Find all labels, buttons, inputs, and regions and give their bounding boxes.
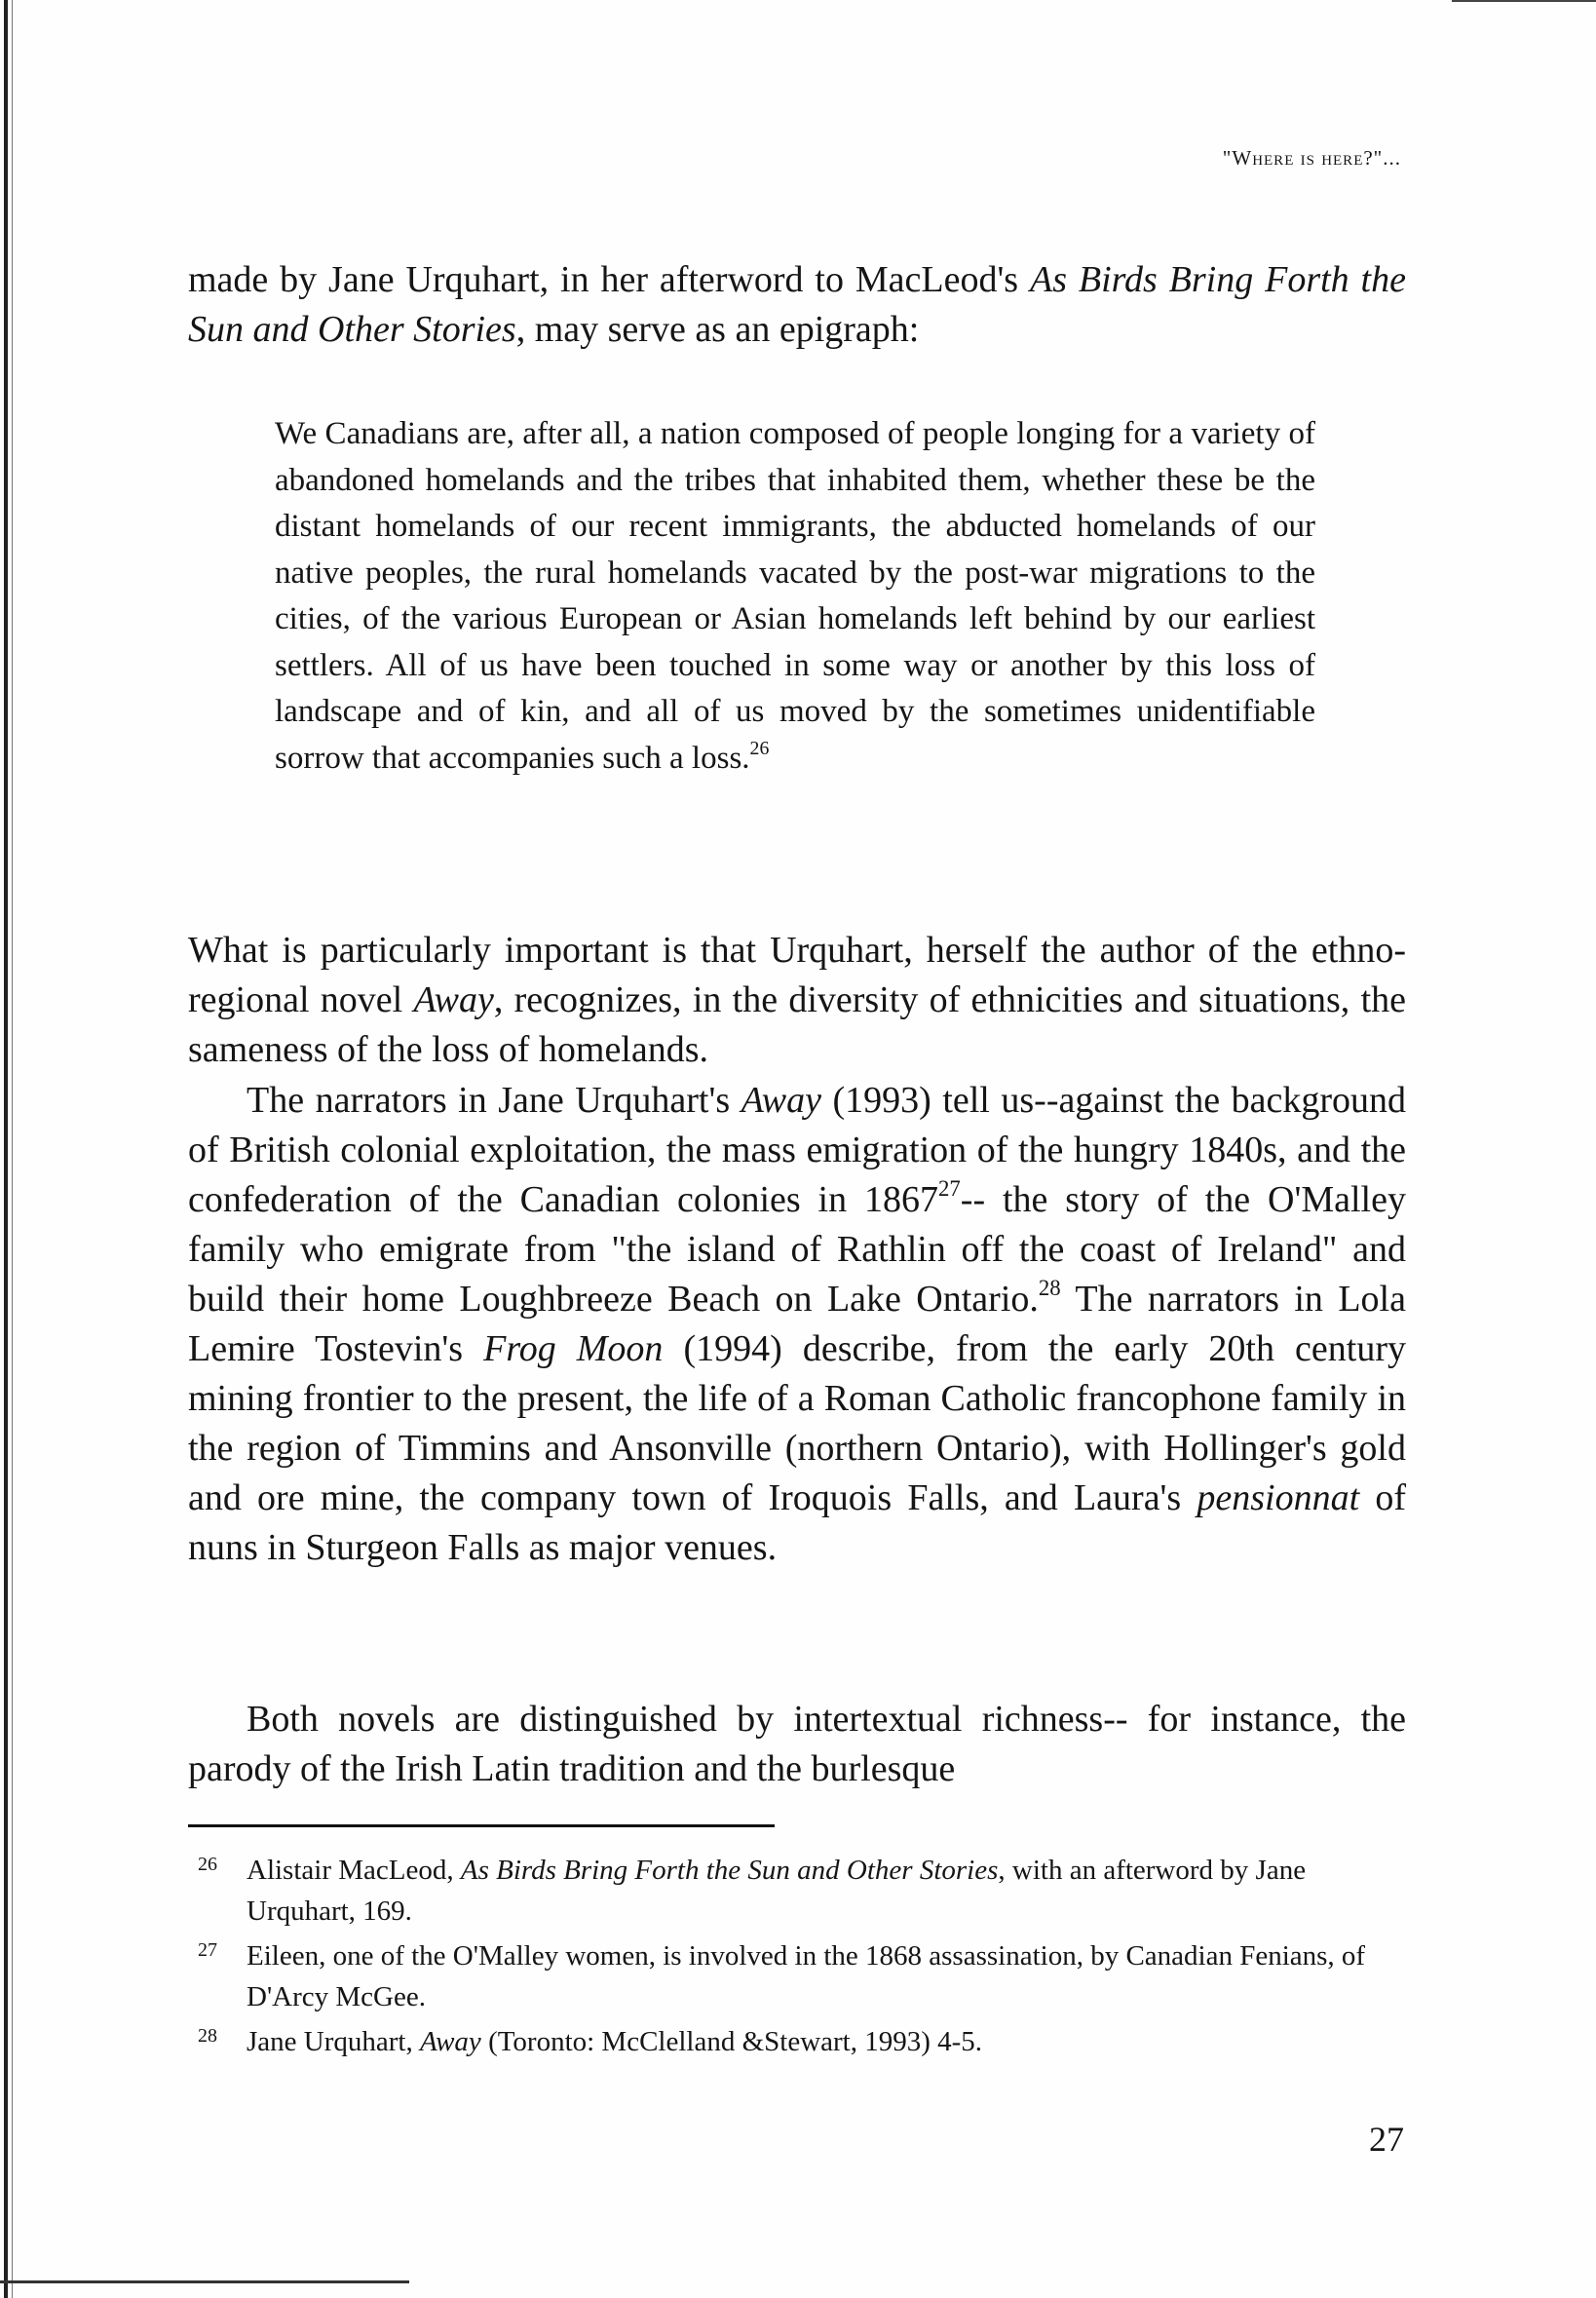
footnote-28	[198, 2021, 1406, 2062]
scan-edge-line	[12, 0, 13, 2298]
paragraph-text: The narrators in Lola Lemire Tostevin's	[188, 1279, 1406, 1369]
book-title: Away	[413, 979, 494, 1020]
page-number: 27	[1369, 2120, 1404, 2159]
paragraph-text: of nuns in Sturgeon Falls as major venues.	[188, 1477, 1406, 1568]
footnote-text: Jane Urquhart,	[247, 2026, 420, 2057]
book-title: Away	[741, 1080, 821, 1121]
paragraph-text: What is particularly important is that Urquhart, herself the author of the ethno-regional novel	[188, 930, 1406, 1020]
footnote-text: Alistair MacLeod,	[247, 1855, 461, 1886]
footnote-26	[198, 1850, 1406, 1932]
footnote-ref-26: 26	[749, 737, 770, 759]
footnote-rule	[188, 1824, 775, 1827]
footnote-text: , with an afterword by Jane Urquhart, 169.	[247, 1855, 1307, 1927]
paragraph-narrators	[188, 1076, 1406, 1573]
book-title: As Birds Bring Forth the Sun and Other Stories	[188, 259, 1406, 350]
paragraph-text: -- the story of the O'Malley family who emigrate from "the island of Rathlin off the coast of Ireland" and build their home Loughbreeze Beach on Lake Ontario.	[188, 1179, 1406, 1320]
footnote-27	[198, 1935, 1406, 2017]
book-title: Away	[419, 2026, 481, 2057]
footnotes	[198, 1850, 1406, 2066]
scan-edge-bottom	[0, 2280, 409, 2283]
footnote-ref-27: 27	[938, 1176, 961, 1202]
paragraph-text: (1993) tell us--against the background of British colonial exploitation, the mass emigration of the hungry 1840s, and the confederation of the Canadian colonies in 1867	[188, 1080, 1406, 1220]
block-quote	[275, 411, 1315, 782]
paragraph-text: Both novels are distinguished by intertextual richness-- for instance, the parody of the Irish Latin tradition and the burlesque	[188, 1699, 1406, 1789]
footnote-ref-28: 28	[1038, 1276, 1061, 1301]
paragraph-text: made by Jane Urquhart, in her afterword to MacLeod's	[188, 259, 1030, 300]
quote-text: We Canadians are, after all, a nation composed of people longing for a variety of abandoned homelands and the tribes that inhabited them, whether these be the distant homelands of our recent immigrants, the abducted homelands of our native peoples, the rural homelands vacated by the post-war migrations to the cities, of the various European or Asian homelands left behind by our earliest settlers. All of us have been touched in some way or another by this loss of landscape and of kin, and all of us moved by the sometimes unidentifiable sorrow that accompanies such a loss.	[275, 416, 1315, 776]
scan-edge-left	[4, 0, 8, 2298]
paragraph-both-novels	[188, 1695, 1406, 1794]
paragraph-text: (1994) describe, from the early 20th century mining frontier to the present, the life of a Roman Catholic francophone family in the region of Timmins and Ansonville (northern Ontario), with Hollinger's gold and ore mine, the company town of Iroquois Falls, and Laura's	[188, 1328, 1406, 1518]
book-title: As Birds Bring Forth the Sun and Other Stories	[460, 1855, 999, 1886]
italic-term: pensionnat	[1197, 1477, 1360, 1518]
footnote-text: (Toronto: McClelland &Stewart, 1993) 4-5.	[480, 2026, 983, 2057]
footnote-number: 28	[198, 2025, 217, 2047]
paragraph-text: The narrators in Jane Urquhart's	[247, 1080, 741, 1121]
running-head: "Where is here?"...	[1222, 146, 1401, 170]
paragraph-text: , may serve as an epigraph:	[515, 309, 920, 350]
paragraph-text: , recognizes, in the diversity of ethnicities and situations, the sameness of the loss of homelands.	[188, 979, 1406, 1070]
footnote-number: 27	[198, 1939, 217, 1961]
footnote-number: 26	[198, 1854, 217, 1875]
scan-edge-top	[1452, 0, 1596, 2]
paragraph-intro	[188, 255, 1406, 355]
paragraph-urquhart	[188, 926, 1406, 1075]
footnote-text: Eileen, one of the O'Malley women, is involved in the 1868 assassination, by Canadian Fenians, of D'Arcy McGee.	[247, 1940, 1366, 2012]
book-title: Frog Moon	[483, 1328, 664, 1369]
